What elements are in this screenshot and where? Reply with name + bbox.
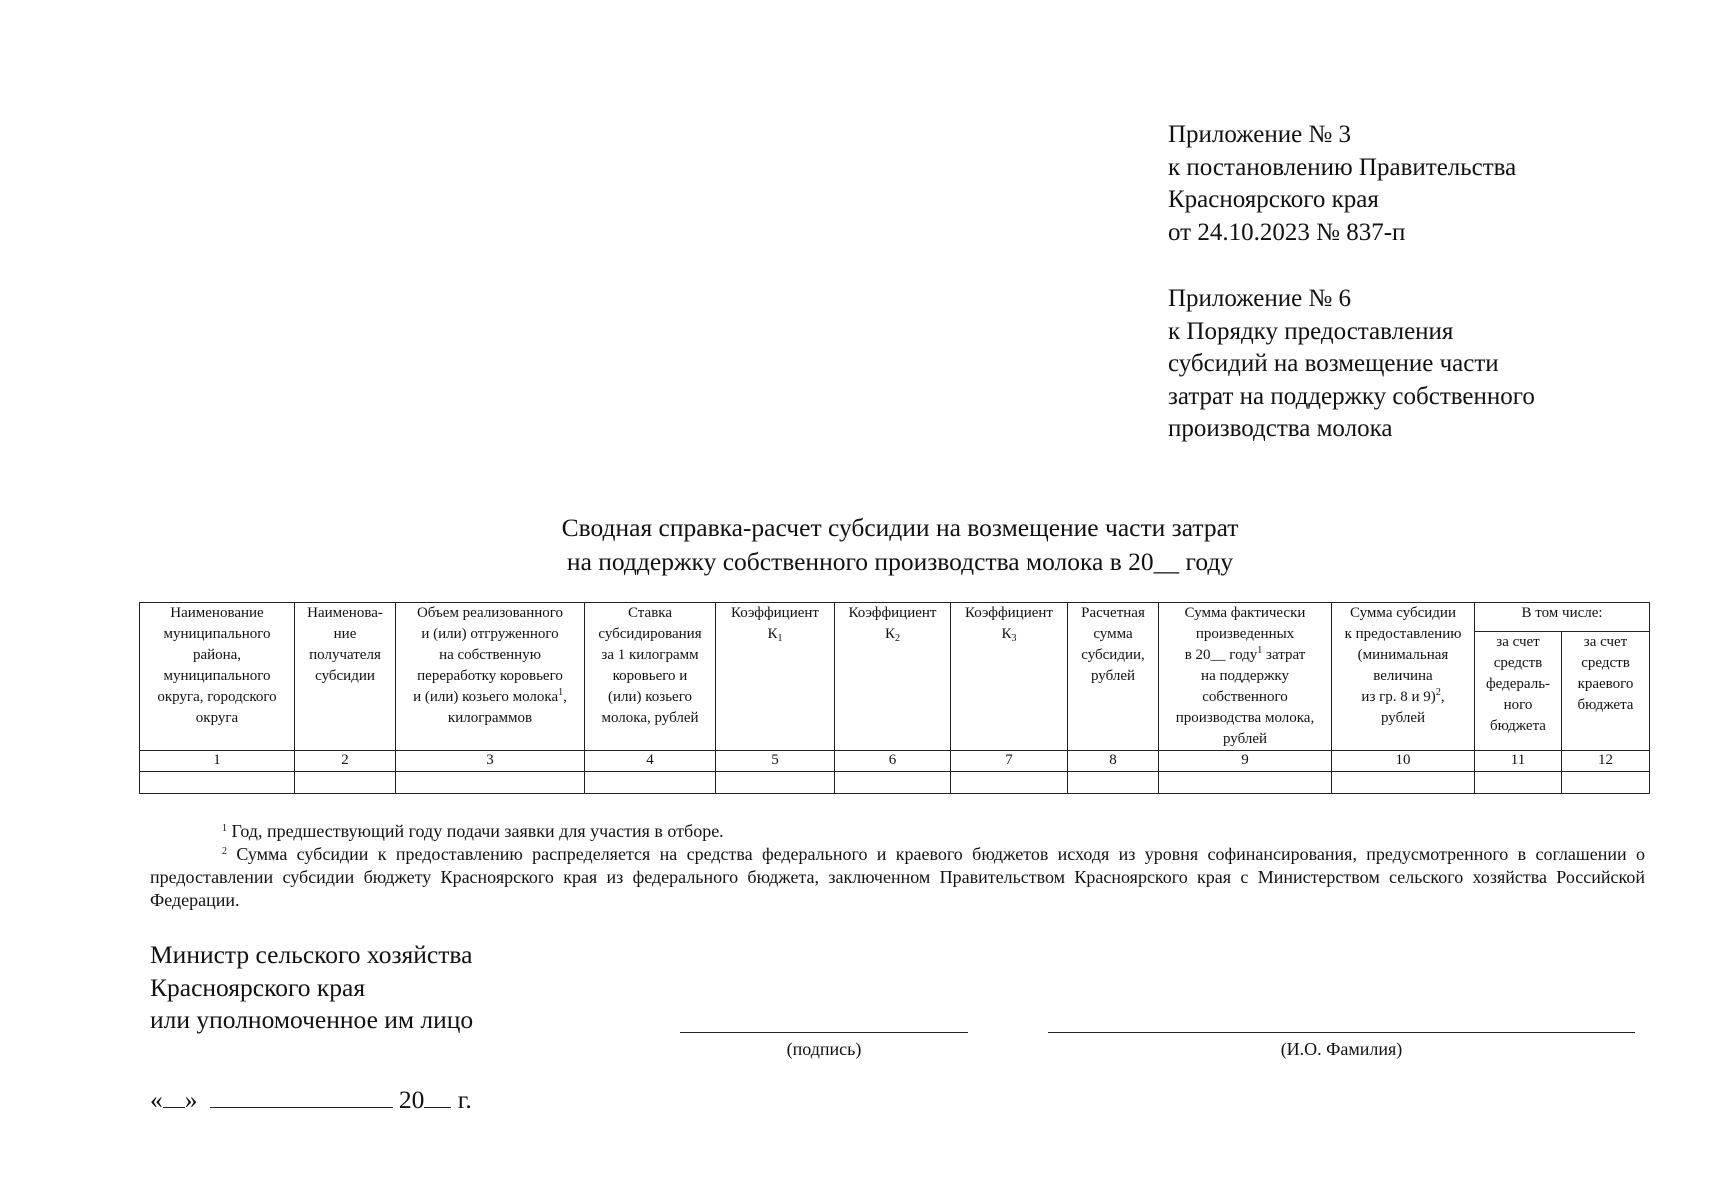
column-number: 8	[1068, 751, 1159, 772]
footnote-1-mark: 1	[222, 823, 227, 834]
table-cell	[1475, 772, 1562, 794]
column-number: 5	[716, 751, 835, 772]
footnotes	[150, 820, 1645, 912]
table-cell	[295, 772, 396, 794]
header-coefficient-k3: Коэффициент $К_3$	[951, 603, 1068, 751]
date-close-quote: »	[184, 1085, 198, 1114]
year-prefix: 20	[398, 1085, 425, 1114]
appendix-6-block	[1168, 283, 1535, 446]
document-title	[0, 511, 1716, 579]
name-blank-line	[1048, 1032, 1635, 1033]
column-number: 7	[951, 751, 1068, 772]
table-cell	[951, 772, 1068, 794]
header-estimated-subsidy: Расчетная сумма субсидии, рублей	[1068, 603, 1159, 751]
header-actual-costs: Сумма фактически произведенных в 20__ году$^1$ затрат на поддержку собственного производства молока, рублей	[1159, 603, 1332, 751]
date-open-quote: «	[150, 1085, 163, 1114]
header-milk-volume: Объем реализованного и (или) отгруженного на собственную переработку коровьего и (или) козьего молока$^1$, килограммов	[396, 603, 585, 751]
table-row	[140, 772, 1650, 794]
header-including-group: В том числе:	[1475, 603, 1650, 632]
footnote-1	[150, 820, 1645, 843]
document-title-line-2: на поддержку собственного производства молока в 20__ году	[566, 547, 1234, 576]
footnote-2-mark: 2	[222, 846, 227, 857]
year-suffix: г.	[451, 1085, 472, 1114]
appendix-6-line: производства молока	[1168, 415, 1393, 442]
header-municipality: Наименование муниципального района, муниципального округа, городского округа	[140, 603, 295, 751]
table-cell	[1562, 772, 1650, 794]
footnote-2	[150, 843, 1645, 912]
table-cell	[835, 772, 951, 794]
name-caption: (И.О. Фамилия)	[1280, 1039, 1403, 1059]
date-line	[150, 1084, 472, 1116]
header-regional-budget: за счет средств краевого бюджета	[1562, 632, 1650, 751]
header-coefficient-k2: Коэффициент $К_2$	[835, 603, 951, 751]
column-number: 9	[1159, 751, 1332, 772]
appendix-6-line: Приложение № 6	[1168, 285, 1352, 312]
month-blank	[210, 1105, 393, 1108]
year-blank	[424, 1105, 451, 1108]
header-coefficient-k1: Коэффициент $К_1$	[716, 603, 835, 751]
appendix-3-line: к постановлению Правительства	[1168, 153, 1517, 181]
signature-caption: (подпись)	[786, 1039, 862, 1059]
header-federal-budget: за счет средств федераль- ного бюджета	[1475, 632, 1562, 751]
appendix-3-line: Красноярского края	[1168, 186, 1379, 213]
column-number: 10	[1332, 751, 1475, 772]
header-subsidy-to-provide: Сумма субсидии к предоставлению (минимальная величина из гр. 8 и 9)$^2$, рублей	[1332, 603, 1475, 751]
footnote-2-text: Сумма субсидии к предоставлению распределяется на средства федерального и краевого бюджетов исходя из уровня софинансирования, предусмотренного в соглашении о предоставлении субсидии бюджету Красноярского края из федерального бюджета, заключенном Правительством Красноярского края с Министерством сельского хозяйства Российской Федерации.	[150, 844, 1645, 910]
table-cell	[1068, 772, 1159, 794]
column-number: 1	[140, 751, 295, 772]
table-cell	[140, 772, 295, 794]
signer-line: Красноярского края	[150, 972, 366, 1002]
appendix-6-line: субсидий на возмещение части	[1168, 350, 1499, 377]
table-cell	[1332, 772, 1475, 794]
column-number: 11	[1475, 751, 1562, 772]
table-cell	[585, 772, 716, 794]
header-subsidy-rate: Ставка субсидирования за 1 килограмм коровьего и (или) козьего молока, рублей	[585, 603, 716, 751]
column-number-row	[140, 751, 1650, 772]
footnote-1-text: Год, предшествующий году подачи заявки для участия в отборе.	[227, 821, 724, 841]
column-number: 2	[295, 751, 396, 772]
day-blank	[163, 1105, 185, 1108]
signer-line: Министр сельского хозяйства	[150, 940, 473, 969]
appendix-3-line: от 24.10.2023 № 837-п	[1168, 218, 1406, 246]
table-cell	[716, 772, 835, 794]
column-number: 3	[396, 751, 585, 772]
appendix-3-block	[1168, 119, 1516, 249]
table-cell	[396, 772, 585, 794]
document-title-line-1: Сводная справка-расчет субсидии на возмещение части затрат	[561, 513, 1239, 542]
table-cell	[1159, 772, 1332, 794]
header-recipient: Наименова- ние получателя субсидии	[295, 603, 396, 751]
appendix-3-line: Приложение № 3	[1168, 121, 1352, 148]
signer-line: или уполномоченное им лицо	[150, 1005, 474, 1034]
column-number: 4	[585, 751, 716, 772]
appendix-6-line: затрат на поддержку собственного	[1168, 382, 1535, 410]
subsidy-calculation-table	[139, 602, 1650, 794]
signature-blank-line	[680, 1032, 968, 1033]
column-number: 6	[835, 751, 951, 772]
signer-block	[150, 939, 473, 1037]
appendix-6-line: к Порядку предоставления	[1168, 317, 1454, 345]
table-header-row	[140, 603, 1650, 632]
column-number: 12	[1562, 751, 1650, 772]
